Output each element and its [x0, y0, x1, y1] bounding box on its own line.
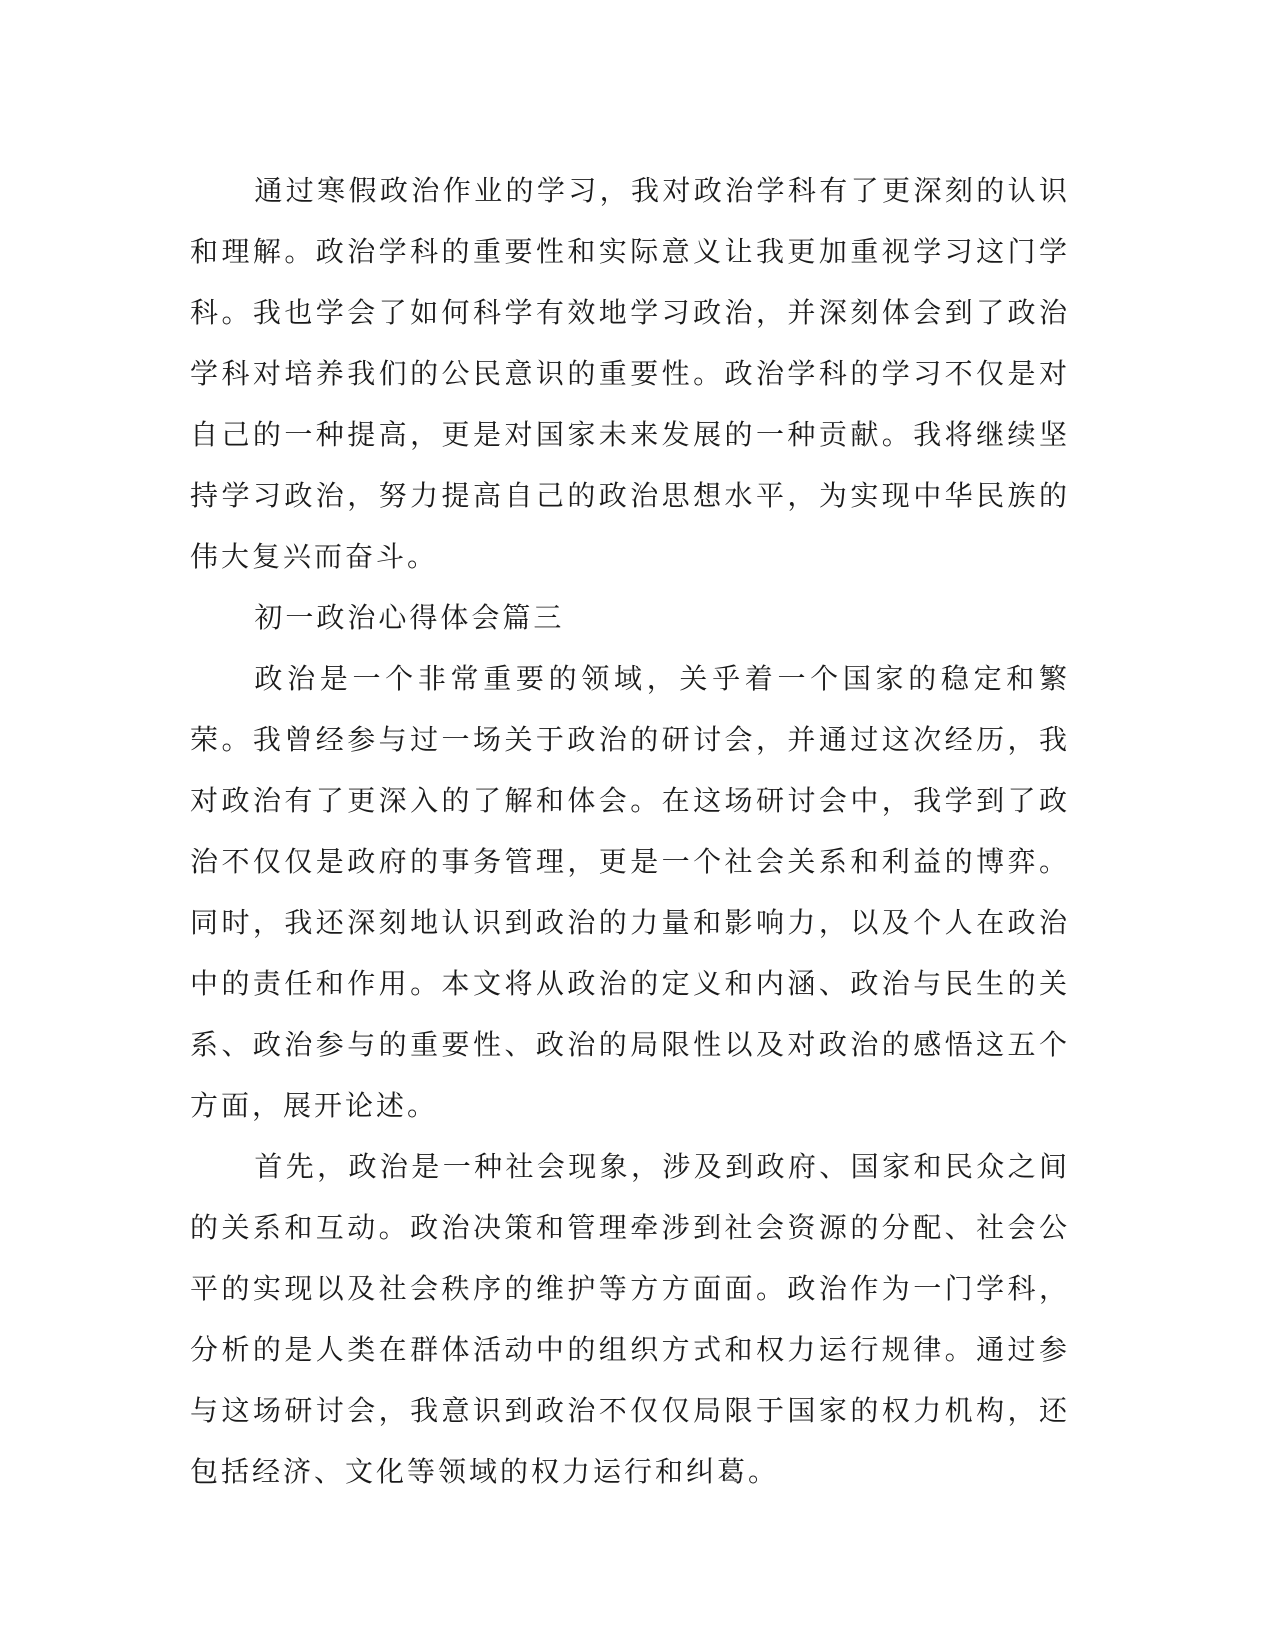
paragraph-first-point: 首先，政治是一种社会现象，涉及到政府、国家和民众之间的关系和互动。政治决策和管理牵涉到社会资源的分配、社会公平的实现以及社会秩序的维护等方方面面。政治作为一门学科，分析的是人类在群体活动中的组织方式和权力运行规律。通过参与这场研讨会，我意识到政治不仅仅局限于国家的权力机构，还包括经济、文化等领域的权力运行和纠葛。	[190, 1150, 1070, 1488]
paragraph-conclusion: 通过寒假政治作业的学习，我对政治学科有了更深刻的认识和理解。政治学科的重要性和实际意义让我更加重视学习这门学科。我也学会了如何科学有效地学习政治，并深刻体会到了政治学科对培养我们的公民意识的重要性。政治学科的学习不仅是对自己的一种提高，更是对国家未来发展的一种贡献。我将继续坚持学习政治，努力提高自己的政治思想水平，为实现中华民族的伟大复兴而奋斗。	[190, 174, 1070, 573]
section-heading: 初一政治心得体会篇三	[254, 601, 565, 634]
paragraph-intro: 政治是一个非常重要的领域，关乎着一个国家的稳定和繁荣。我曾经参与过一场关于政治的研讨会，并通过这次经历，我对政治有了更深入的了解和体会。在这场研讨会中，我学到了政治不仅仅是政府的事务管理，更是一个社会关系和利益的博弈。同时，我还深刻地认识到政治的力量和影响力，以及个人在政治中的责任和作用。本文将从政治的定义和内涵、政治与民生的关系、政治参与的重要性、政治的局限性以及对政治的感悟这五个方面，展开论述。	[190, 662, 1070, 1122]
document-body	[190, 160, 1070, 1502]
